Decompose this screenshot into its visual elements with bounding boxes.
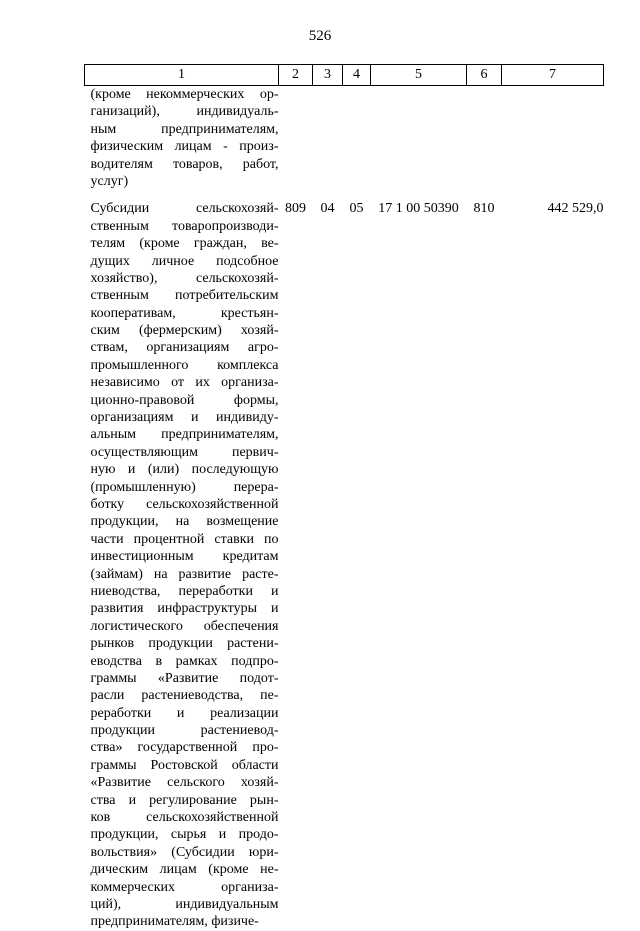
header-col-5: 5 xyxy=(371,65,467,86)
row-col-7: 442 529,0 xyxy=(547,201,604,217)
text-line: ствам, организациям агро- xyxy=(90,340,279,356)
text-line: альным предпринимателям, xyxy=(90,427,279,443)
text-line: ганизаций), индивидуаль- xyxy=(90,104,279,120)
text-line: предпринимателям, физиче- xyxy=(90,914,259,930)
text-line: ственным товаропроизводи- xyxy=(90,218,279,234)
table-row xyxy=(85,200,604,930)
text-line: ционно-правовой формы, xyxy=(90,392,279,408)
text-line: (промышленную) перера- xyxy=(90,479,279,495)
text-line: водителям товаров, работ, xyxy=(90,156,279,172)
budget-table xyxy=(84,64,604,931)
text-line: Субсидии сельскохозяй- xyxy=(90,201,279,217)
text-line: продукции, сырья и продо- xyxy=(90,827,279,843)
text-line: продукции растениевод- xyxy=(90,723,279,739)
header-col-1: 1 xyxy=(85,65,279,86)
text-line: независимо от их организа- xyxy=(90,375,279,391)
text-line: ботку сельскохозяйственной xyxy=(90,496,279,512)
text-line: телям (кроме граждан, ве- xyxy=(90,236,279,252)
text-line: ков сельскохозяйственной xyxy=(90,810,279,826)
text-line: осуществляющим первич- xyxy=(90,444,279,460)
text-line: ную и (или) последующую xyxy=(90,462,279,478)
text-line: коммерческих организа- xyxy=(90,879,279,895)
text-line: промышленного комплекса xyxy=(90,357,279,373)
text-line: ства» государственной про- xyxy=(90,740,279,756)
text-line: рынков продукции растени- xyxy=(90,636,279,652)
header-col-7: 7 xyxy=(502,65,604,86)
header-col-4: 4 xyxy=(343,65,371,86)
text-line: «Развитие сельского хозяй- xyxy=(90,775,279,791)
row-col-6: 810 xyxy=(473,201,495,217)
text-line: граммы «Развитие подот- xyxy=(90,670,279,686)
text-line: ственным потребительским xyxy=(90,288,279,304)
text-line: ства и регулирование рын- xyxy=(90,792,279,808)
row-col-3: 04 xyxy=(320,201,335,217)
text-line: ским (фермерским) хозяй- xyxy=(90,323,279,339)
text-line: ным предпринимателям, xyxy=(90,121,279,137)
text-line: логистического обеспечения xyxy=(90,618,279,634)
header-col-6: 6 xyxy=(467,65,502,86)
text-line: еводства в рамках подпро- xyxy=(90,653,279,669)
row-col-2: 809 xyxy=(285,201,306,217)
page-number: 526 xyxy=(308,28,332,44)
table-header-row xyxy=(85,65,604,86)
text-line: услуг) xyxy=(90,173,129,189)
text-line: дическим лицам (кроме не- xyxy=(90,862,279,878)
text-line: дущих личное подсобное xyxy=(90,253,279,269)
header-col-3: 3 xyxy=(313,65,343,86)
text-line: хозяйство), сельскохозяй- xyxy=(90,270,279,286)
continuation-text xyxy=(85,86,279,191)
text-line: части процентной ставки по xyxy=(90,531,279,547)
text-line: ниеводства, переработки и xyxy=(90,583,279,599)
text-line: ций), индивидуальным xyxy=(90,896,279,912)
text-line: развития инфраструктуры и xyxy=(90,601,279,617)
text-line: расли растениеводства, пе- xyxy=(90,688,279,704)
header-col-2: 2 xyxy=(279,65,313,86)
text-line: организациям и индивиду- xyxy=(90,410,279,426)
text-line: реработки и реализации xyxy=(90,705,279,721)
text-line: вольствия» (Субсидии юри- xyxy=(90,844,279,860)
text-line: (кроме некоммерческих ор- xyxy=(90,87,279,102)
row-col-4: 05 xyxy=(349,201,364,217)
row-description xyxy=(85,200,279,930)
row-col-5: 17 1 00 50390 xyxy=(378,201,459,217)
text-line: физическим лицам - произ- xyxy=(90,139,279,155)
text-line: инвестиционным кредитам xyxy=(90,549,279,565)
text-line: граммы Ростовской области xyxy=(90,757,279,773)
text-line: (займам) на развитие расте- xyxy=(90,566,279,582)
text-line: кооперативам, крестьян- xyxy=(90,305,279,321)
text-line: продукции, на возмещение xyxy=(90,514,279,530)
continuation-row xyxy=(85,86,604,191)
